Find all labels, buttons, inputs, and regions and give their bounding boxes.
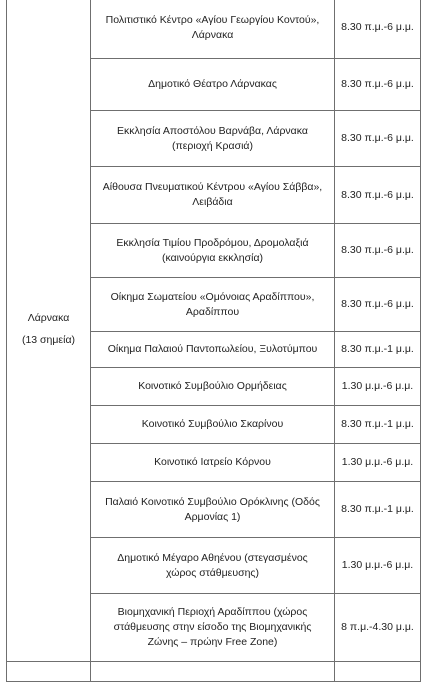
location-line: Κοινοτικό Συμβούλιο Ορμήδειας <box>138 380 287 392</box>
empty-cell <box>7 662 91 682</box>
location-cell <box>91 444 335 482</box>
location-line: (καινούργια εκκλησία) <box>161 251 264 264</box>
location-line: Εκκλησία Αποστόλου Βαρνάβα, Λάρνακα <box>117 124 308 137</box>
location-cell <box>91 111 335 167</box>
location-line: Βιομηχανική Περιοχή Αραδίππου (χώρος <box>117 606 308 618</box>
region-name: Λάρνακα <box>27 312 70 324</box>
hours-cell: 8.30 π.μ.-6 μ.μ. <box>335 167 421 224</box>
location-cell <box>91 482 335 538</box>
location-line: (περιοχή Κρασιά) <box>172 139 253 152</box>
location-cell <box>91 368 335 406</box>
hours-cell: 1.30 μ.μ.-6 μ.μ. <box>335 444 421 482</box>
location-cell <box>91 0 335 59</box>
location-cell <box>91 59 335 111</box>
location-line: Παλαιό Κοινοτικό Συμβούλιο Ορόκλινης (Οδός <box>105 495 320 508</box>
location-cell <box>91 406 335 444</box>
hours-cell: 8.30 π.μ.-1 μ.μ. <box>335 482 421 538</box>
location-cell <box>91 332 335 368</box>
location-line: Αίθουσα Πνευματικού Κέντρου «Αγίου Σάββα», <box>102 181 323 193</box>
hours-cell: 8.30 π.μ.-1 μ.μ. <box>335 406 421 444</box>
vaccination-points-table <box>6 0 421 682</box>
hours-cell: 8.30 π.μ.-1 μ.μ. <box>335 332 421 368</box>
location-line: Δημοτικό Μέγαρο Αθηένου (στεγασμένος <box>117 551 308 564</box>
location-cell <box>91 224 335 278</box>
hours-cell: 8.30 π.μ.-6 μ.μ. <box>335 111 421 167</box>
table-body <box>7 0 421 682</box>
empty-cell <box>91 662 335 682</box>
hours-cell: 8.30 π.μ.-6 μ.μ. <box>335 0 421 59</box>
location-line: Κοινοτικό Συμβούλιο Σκαρίνου <box>141 418 284 430</box>
location-line: Εκκλησία Τιμίου Προδρόμου, Δρομολαξιά <box>116 236 309 249</box>
hours-cell: 8.30 π.μ.-6 μ.μ. <box>335 278 421 332</box>
hours-cell: 8.30 π.μ.-6 μ.μ. <box>335 224 421 278</box>
location-line: Λάρνακα <box>191 28 234 41</box>
location-line: Οίκημα Σωματείου «Ομόνοιας Αραδίππου», <box>110 290 315 303</box>
table-row <box>7 0 421 59</box>
location-line: Κοινοτικό Ιατρείο Κόρνου <box>154 456 271 468</box>
location-line: χώρος στάθμευσης) <box>166 566 259 579</box>
location-cell <box>91 167 335 224</box>
empty-cell <box>335 662 421 682</box>
hours-cell: 8.30 π.μ.-6 μ.μ. <box>335 59 421 111</box>
location-line: Αραδίππου <box>185 305 240 318</box>
location-line: Πολιτιστικό Κέντρο «Αγίου Γεωργίου Κοντού», <box>105 13 320 26</box>
location-line: Δημοτικό Θέατρο Λάρνακας <box>148 78 277 90</box>
hours-cell: 1.30 μ.μ.-6 μ.μ. <box>335 368 421 406</box>
region-count: (13 σημεία) <box>21 334 76 346</box>
hours-cell: 1.30 μ.μ.-6 μ.μ. <box>335 538 421 594</box>
location-line: Ζώνης – πρώην Free Zone) <box>147 636 278 648</box>
location-line: Λειβάδια <box>192 196 233 208</box>
location-line: Οίκημα Παλαιού Παντοπωλείου, Ξυλοτύμπου <box>107 343 318 355</box>
location-line: στάθμευσης στην είσοδο της Βιομηχανικής <box>113 621 312 633</box>
location-cell <box>91 278 335 332</box>
table-row-partial <box>7 662 421 682</box>
location-cell <box>91 594 335 662</box>
location-line: Αρμονίας 1) <box>184 510 241 523</box>
location-cell <box>91 538 335 594</box>
region-cell <box>7 0 91 662</box>
hours-cell: 8 π.μ.-4.30 μ.μ. <box>335 594 421 662</box>
